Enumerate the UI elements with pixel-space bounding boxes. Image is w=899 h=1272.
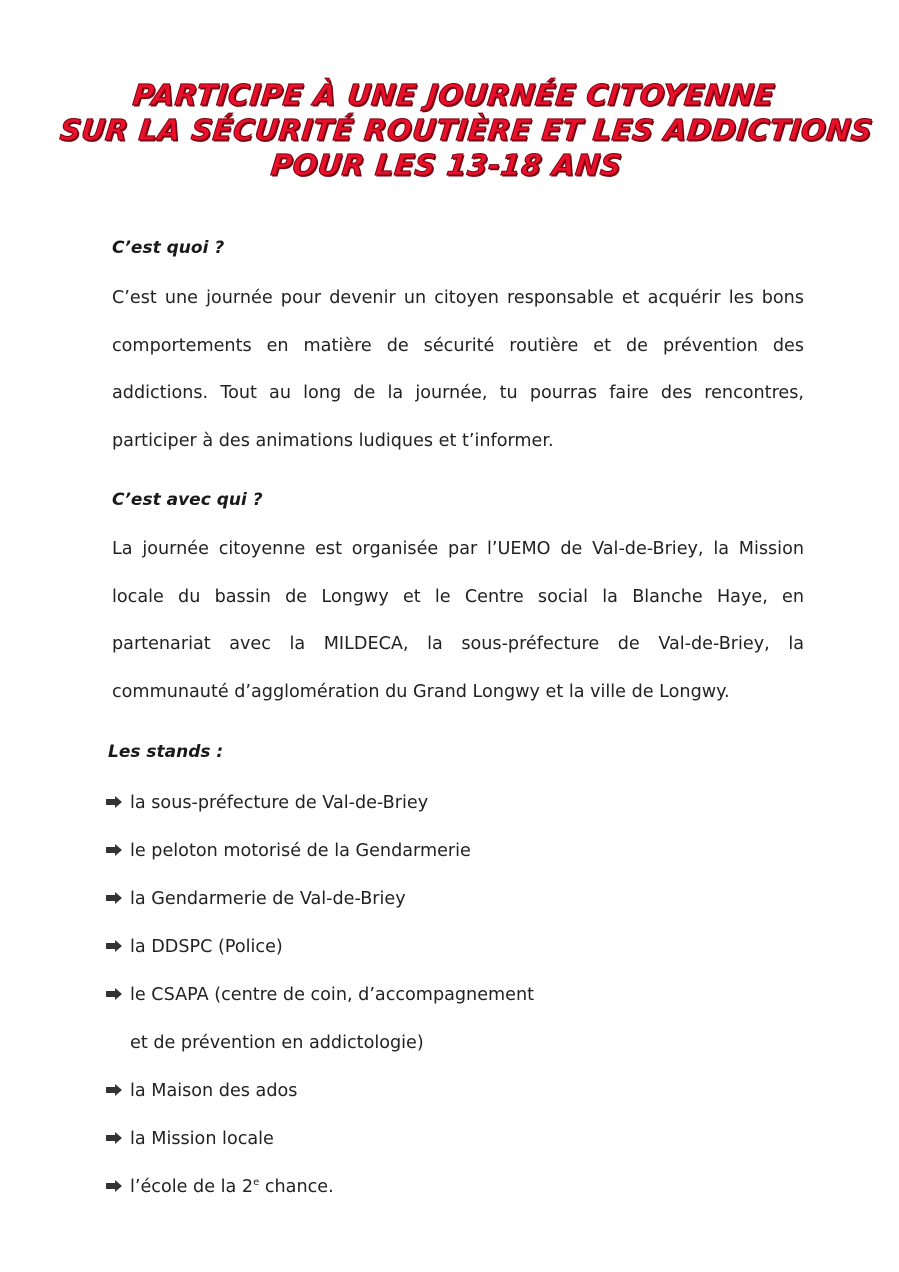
arrow-right-icon bbox=[105, 891, 123, 905]
list-item-label-end: chance. bbox=[259, 1177, 334, 1197]
superscript: e bbox=[253, 1177, 260, 1189]
section-heading-who: C’est avec qui ? bbox=[112, 490, 263, 510]
stands-list bbox=[105, 785, 805, 1217]
arrow-right-icon bbox=[105, 1083, 123, 1097]
list-item-label: la DDSPC (Police) bbox=[130, 937, 283, 957]
arrow-right-icon bbox=[105, 987, 123, 1001]
list-item bbox=[105, 977, 805, 1025]
list-item-continuation bbox=[105, 1025, 805, 1073]
title-line-3: POUR LES 13-18 ANS bbox=[269, 148, 624, 182]
list-item bbox=[105, 1169, 805, 1217]
arrow-right-icon bbox=[105, 1179, 123, 1193]
arrow-right-icon bbox=[105, 795, 123, 809]
list-item-label: le peloton motorisé de la Gendarmerie bbox=[130, 841, 471, 861]
list-item-label: l’école de la 2 bbox=[130, 1177, 254, 1197]
arrow-right-icon bbox=[105, 939, 123, 953]
list-item bbox=[105, 1121, 805, 1169]
title-line-2: SUR LA SÉCURITÉ ROUTIÈRE ET LES ADDICTIONS bbox=[58, 113, 875, 147]
list-item-label: la Gendarmerie de Val-de-Briey bbox=[130, 889, 406, 909]
list-item-label: et de prévention en addictologie) bbox=[130, 1033, 424, 1053]
arrow-right-icon bbox=[105, 843, 123, 857]
list-item bbox=[105, 785, 805, 833]
section-heading-stands: Les stands : bbox=[108, 742, 224, 762]
arrow-right-icon bbox=[105, 1131, 123, 1145]
list-item-label: la Maison des ados bbox=[130, 1081, 298, 1101]
list-item bbox=[105, 881, 805, 929]
title-line-1: PARTICIPE À UNE JOURNÉE CITOYENNE bbox=[131, 78, 777, 112]
list-item-label: la Mission locale bbox=[130, 1129, 274, 1149]
list-item-label: la sous-préfecture de Val-de-Briey bbox=[130, 793, 429, 813]
section-heading-what: C’est quoi ? bbox=[112, 238, 225, 258]
list-item bbox=[105, 1073, 805, 1121]
list-item bbox=[105, 833, 805, 881]
list-item-label: le CSAPA (centre de coin, d’accompagnement bbox=[130, 985, 535, 1005]
section-body-what: C’est une journée pour devenir un citoyen responsable et acquérir les bons comportements en matière de sécurité routière et de prévention des addictions. Tout au long de la journée, tu pourras faire des rencontres, participer à des animations ludiques et t’informer. bbox=[112, 288, 804, 451]
page-title bbox=[54, 78, 875, 183]
section-body-who: La journée citoyenne est organisée par l’UEMO de Val-de-Briey, la Mission locale du bassin de Longwy et le Centre social la Blanche Haye, en partenariat avec la MILDECA, la sous-préfecture de Val-de-Briey, la communauté d’agglomération du Grand Longwy et la ville de Longwy. bbox=[112, 539, 804, 702]
list-item bbox=[105, 929, 805, 977]
